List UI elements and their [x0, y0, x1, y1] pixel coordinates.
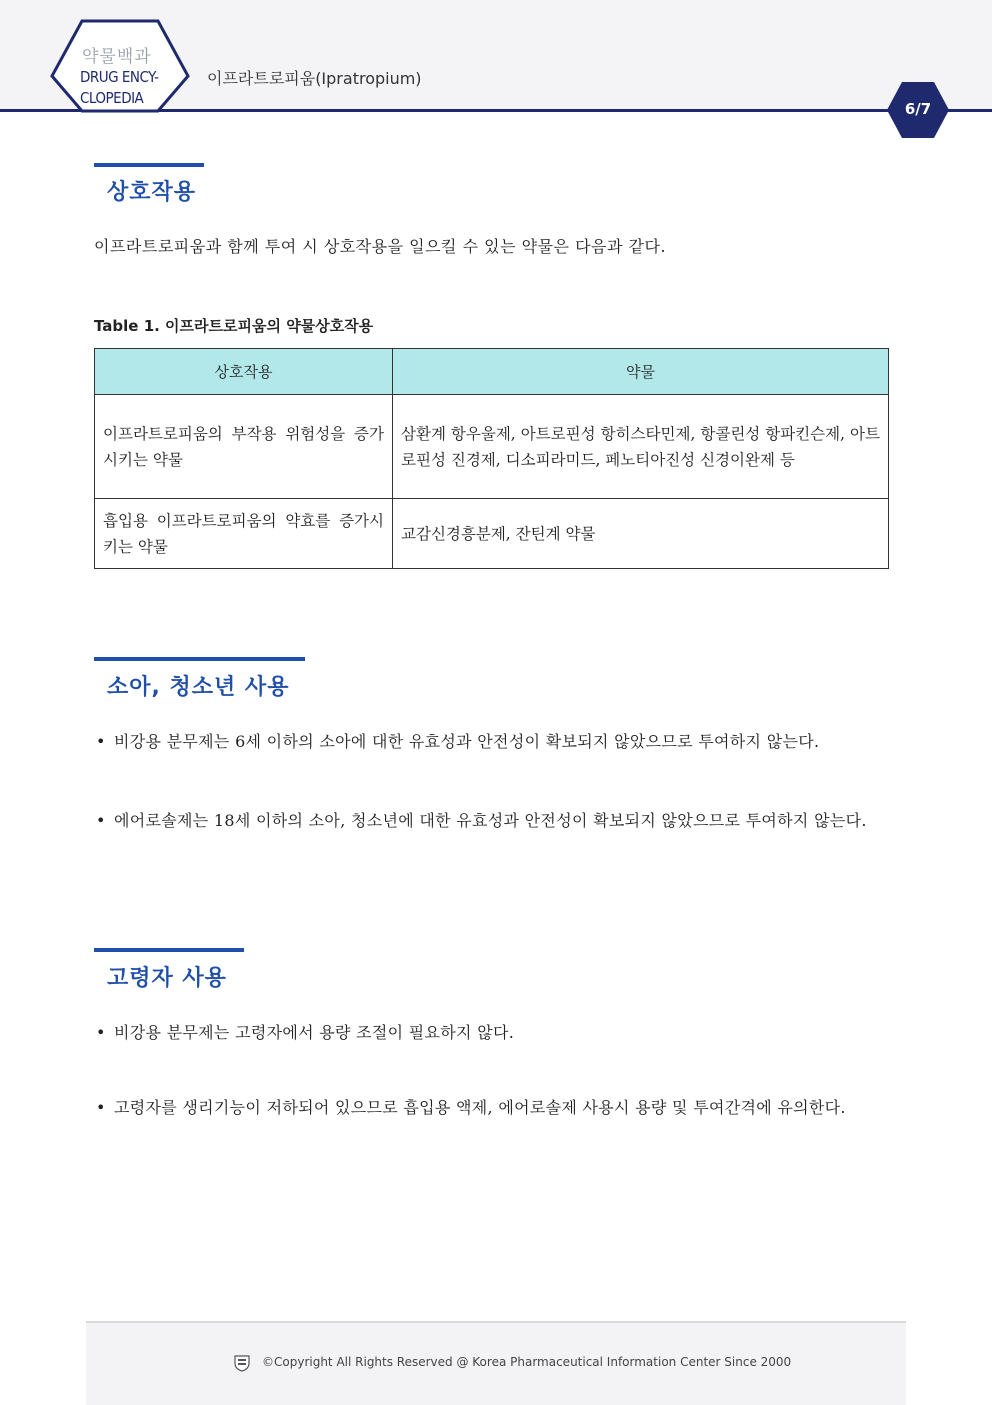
- section-bar-interactions: [94, 163, 204, 167]
- logo-english: DRUG ENCY-CLOPEDIA: [80, 68, 159, 107]
- table-row: [95, 499, 889, 569]
- list-item-text: 비강용 분무제는 고령자에서 용량 조절이 필요하지 않다.: [114, 1023, 515, 1042]
- table-row: [95, 395, 889, 499]
- section-title-interactions: 상호작용: [107, 180, 197, 205]
- bullet-icon: •: [96, 1098, 106, 1117]
- column-header-drugs: 약물: [393, 349, 889, 395]
- table-cell-interaction: 흡입용 이프라트로피움의 약효를 증가시키는 약물: [95, 499, 393, 569]
- list-item-text: 비강용 분무제는 6세 이하의 소아에 대한 유효성과 안전성이 확보되지 않았으므로 투여하지 않는다.: [114, 732, 820, 751]
- section-bar-elderly: [94, 948, 244, 952]
- list-item: [96, 1095, 896, 1118]
- bullet-icon: •: [96, 732, 106, 751]
- section-title-children: 소아, 청소년 사용: [107, 675, 290, 700]
- footer-copyright: ©Copyright All Rights Reserved @ Korea Pharmaceutical Information Center Since 2000: [262, 1355, 792, 1369]
- list-item-text: 에어로솔제는 18세 이하의 소아, 청소년에 대한 유효성과 안전성이 확보되지 않았으므로 투여하지 않는다.: [114, 811, 867, 830]
- list-item: [94, 803, 898, 839]
- shield-logo-icon: [234, 1354, 250, 1372]
- table-caption: Table 1. 이프라트로피움의 약물상호작용: [94, 317, 374, 335]
- section-bar-children: [94, 657, 305, 661]
- table-cell-drugs: 교감신경흥분제, 잔틴계 약물: [393, 499, 889, 569]
- bullet-icon: •: [96, 811, 106, 830]
- page-header-title: 이프라트로피움(Ipratropium): [207, 69, 422, 88]
- section-title-elderly: 고령자 사용: [107, 966, 227, 991]
- page-number: 6/7: [904, 100, 932, 118]
- column-header-interaction: 상호작용: [95, 349, 393, 395]
- list-item: [96, 729, 896, 752]
- bullet-icon: •: [96, 1023, 106, 1042]
- interactions-table: [94, 348, 889, 569]
- table-header-row: [95, 349, 889, 395]
- table-cell-interaction: 이프라트로피움의 부작용 위험성을 증가시키는 약물: [95, 395, 393, 499]
- table-cell-drugs: 삼환계 항우울제, 아트로핀성 항히스타민제, 항콜린성 항파킨슨제, 아트로핀성 진경제, 디소피라미드, 페노티아진성 신경이완제 등: [393, 395, 889, 499]
- interactions-intro: 이프라트로피움과 함께 투여 시 상호작용을 일으킬 수 있는 약물은 다음과 같다.: [94, 237, 667, 256]
- list-item: [96, 1020, 896, 1043]
- list-item-text: 고령자를 생리기능이 저하되어 있으므로 흡입용 액제, 에어로솔제 사용시 용량 및 투여간격에 유의한다.: [114, 1098, 846, 1117]
- logo-korean: 약물백과: [82, 47, 152, 67]
